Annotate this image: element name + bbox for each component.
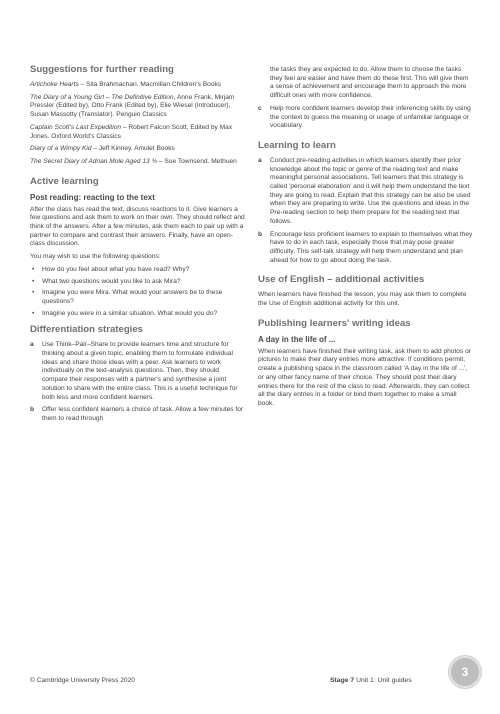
bullet-icon: • xyxy=(32,309,35,317)
book-entry xyxy=(30,124,246,141)
item-text: Help more confident learners develop their inferencing skills by using the context to guess the meaning or usage of unfamiliar language or vocabulary. xyxy=(270,104,471,130)
item-text: Use Think–Pair–Share to provide learners time and structure for thinking about a given topic, enabling them to formulate individual ideas and share those ideas with a peer. Ask learners to work individually on the text-analysis questions. Then, they should compare their responses with a partner's and synthesise a joint solution to share with the entire class. This is a useful technique for both less and more confident learners. xyxy=(42,341,238,401)
copyright-text: © Cambridge University Press 2020 xyxy=(30,677,135,684)
question-item xyxy=(30,289,246,306)
post-reading-paragraph: After the class has read the text, discuss reactions to it. Give learners a few questions and ask them to work on their own. They should reflect and think of the answers. After a few minutes, ask them each to pair up with a partner to compare and contrast their answers. Finally, have an open-class discussion. xyxy=(30,205,245,248)
item-text: Offer less confident learners a choice of task. Allow a few minutes for them to read through xyxy=(42,406,244,422)
book-entry xyxy=(30,94,246,120)
item-letter: a xyxy=(258,156,262,164)
question-item xyxy=(30,310,246,319)
item-text: Conduct pre-reading activities in which learners identify their prior knowledge about the topic or genre of the reading text and make meaningful personal associations. Tell learners that this strategy is called 'personal elaboration' and it will help them understand the text they are going to read. Explain that this strategy can be also be used when they are preparing to write. Use the questions and ideas in the Pre-reading section to help them prepare for the reading text that follows. xyxy=(270,156,471,225)
stage-label: Stage 7 xyxy=(330,677,355,684)
book-title: Captain Scott's Last Expedition xyxy=(30,123,122,131)
question-text: What two questions would you like to ask Mira? xyxy=(42,277,181,285)
book-entry xyxy=(30,145,246,154)
differentiation-heading: Differentiation strategies xyxy=(30,324,144,336)
item-text: Encourage less proficient learners to explain to themselves what they have to do in each task, especially those that may pose greater difficulty. This self-talk strategy will help them understand and plan ahead for how to go about doing the task. xyxy=(270,230,473,264)
question-item xyxy=(30,278,246,287)
question-text: Imagine you were Mira. What would your answers be to these questions? xyxy=(42,289,223,305)
bullet-icon: • xyxy=(32,277,35,285)
question-text: Imagine you were in a similar situation. What would you do? xyxy=(42,309,218,317)
book-entry xyxy=(30,158,246,167)
differentiation-item xyxy=(30,341,246,402)
left-column xyxy=(30,64,246,428)
publishing-heading: Publishing learners' writing ideas xyxy=(258,317,411,329)
book-title: Diary of a Wimpy Kid xyxy=(30,145,92,153)
unit-label: Unit 1: Unit guides xyxy=(354,677,412,684)
active-learning-heading: Active learning xyxy=(30,175,99,187)
question-text: How do you feel about what you have read? Why? xyxy=(42,265,190,273)
book-details: – Robert Falcon Scott, Edited by Max Jones. Oxford World's Classics xyxy=(30,123,233,140)
learning-item xyxy=(258,157,474,227)
differentiation-list xyxy=(30,341,246,423)
question-item xyxy=(30,266,246,275)
item-letter: c xyxy=(258,104,262,112)
item-letter: a xyxy=(30,341,34,349)
learning-to-learn-heading: Learning to learn xyxy=(258,139,336,151)
use-of-english-heading: Use of English – additional activities xyxy=(258,274,425,286)
post-reading-heading: Post reading: reacting to the text xyxy=(30,192,155,202)
book-title: The Secret Diary of Adrian Mole Aged 13 ¾ xyxy=(30,157,158,165)
book-entry xyxy=(30,81,246,90)
differentiation-item xyxy=(30,406,246,423)
questions-list xyxy=(30,266,246,319)
continued-paragraph: the tasks they are expected to do. Allow them to choose the tasks they feel are easier and have them do these first. This will give them a sense of achievement and encourage them to approach the more difficult ones with more confidence. xyxy=(270,66,469,100)
bullet-icon: • xyxy=(32,265,35,273)
book-details: , Anne Frank, Mirjam Pressler (Edited by), Otto Frank (Edited by), Elie Wiesel (Introducer), Susan Massotty (Translator). Penguin Classics xyxy=(30,93,235,119)
item-letter: b xyxy=(258,230,263,238)
book-details: – Sita Brahmachari. Macmillan Children's Books xyxy=(78,81,222,88)
questions-intro: You may wish to use the following questions: xyxy=(30,253,161,261)
book-title: The Diary of a Young Girl – The Definitive Edition xyxy=(30,93,174,101)
bullet-icon: • xyxy=(32,289,35,297)
learning-list xyxy=(258,157,474,265)
unit-guide-label xyxy=(330,677,412,684)
differentiation-item-c xyxy=(258,105,474,131)
book-details: – Sue Townsend. Methuen xyxy=(157,157,237,165)
day-in-life-paragraph: When learners have finished their writing task, ask them to add photos or pictures to make their diary entries more attractive. If conditions permit, create a publishing space in the classroom called 'A day in the life of ...', or any other fancy name of their choice. They should post their diary entries there for the rest of the class to read. Afterwards, they can collect all the diary entries in a folder or bind them together to make a small book. xyxy=(258,347,471,407)
use-of-english-paragraph: When learners have finished the lesson, you may ask them to complete the Use of English additional activity for this unit. xyxy=(258,291,467,308)
book-title: Artichoke Hearts xyxy=(30,81,79,88)
item-letter: b xyxy=(30,406,35,414)
right-column xyxy=(258,66,474,413)
book-list xyxy=(30,81,246,167)
book-details: – Jeff Kinney. Amulet Books xyxy=(91,145,175,153)
page-number-badge: 3 xyxy=(449,656,481,688)
day-in-life-heading: A day in the life of ... xyxy=(258,334,336,344)
learning-item xyxy=(258,231,474,266)
further-reading-heading: Suggestions for further reading xyxy=(30,64,174,75)
